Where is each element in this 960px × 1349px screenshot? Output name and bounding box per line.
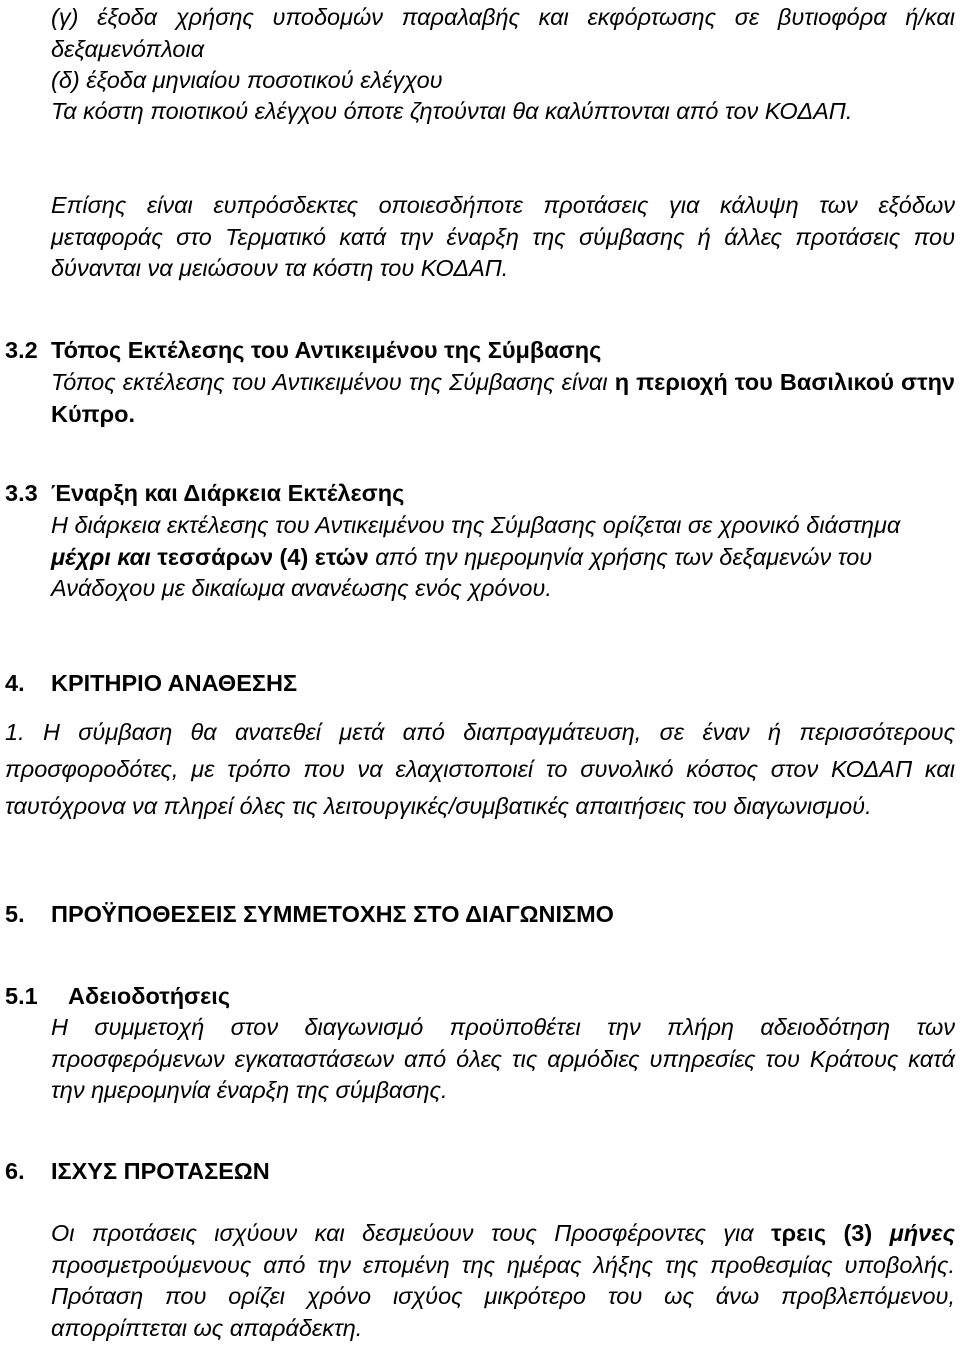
section-4-title: ΚΡΙΤΗΡΙΟ ΑΝΑΘΕΣΗΣ — [51, 670, 298, 696]
section-3-3-number: 3.3 — [5, 480, 38, 506]
section-3-3-text-part1: Η διάρκεια εκτέλεσης του Αντικειμένου της Σύμβασης ορίζεται σε χρονικό διάστημα — [51, 512, 901, 538]
section-4-item-text: Η σύμβαση θα ανατεθεί μετά από διαπραγμάτευση, σε έναν ή περισσότερους προσφοροδότες, με τρόπο που να ελαχιστοποιεί το συνολικό κόστος στον ΚΟΔΑΠ και ταυτόχρονα να πληρεί όλες τις λειτουργικές/συμβατικές απαιτήσεις του διαγωνισμού. — [5, 719, 956, 819]
list-item-d — [51, 65, 955, 97]
section-5-1-number: 5.1 — [5, 983, 38, 1009]
proposals-paragraph — [51, 190, 955, 285]
section-3-2-title: Τόπος Εκτέλεσης του Αντικειμένου της Σύμβασης — [51, 337, 602, 363]
section-6-heading — [5, 1156, 270, 1188]
list-item-d-text: (δ) έξοδα μηνιαίου ποσοτικού ελέγχου — [51, 67, 443, 93]
section-3-3-body — [51, 510, 955, 605]
section-5-1-body — [51, 1012, 955, 1107]
section-4-heading — [5, 668, 297, 700]
section-6-number: 6. — [5, 1158, 25, 1184]
section-5-1-title: Αδειοδοτήσεις — [68, 983, 231, 1009]
section-4-item — [5, 714, 955, 825]
section-6-text-bold: τρεις (3) — [771, 1220, 873, 1246]
section-5-heading — [5, 899, 614, 931]
section-6-text-bold-italic: μήνες — [889, 1220, 956, 1246]
section-3-3-text-bold-italic: μέχρι και — [51, 543, 151, 570]
section-4-number: 4. — [5, 670, 25, 696]
section-4-item-number: 1. — [5, 719, 25, 745]
section-3-2-body — [51, 367, 955, 430]
section-5-title: ΠΡΟΫΠΟΘΕΣΕΙΣ ΣΥΜΜΕΤΟΧΗΣ ΣΤΟ ΔΙΑΓΩΝΙΣΜΟ — [51, 901, 614, 927]
section-3-2-heading — [5, 335, 601, 367]
section-6-title: ΙΣΧΥΣ ΠΡΟΤΑΣΕΩΝ — [51, 1158, 270, 1184]
section-5-1-text: Η συμμετοχή στον διαγωνισμό προϋποθέτει την πλήρη αδειοδότηση των προσφερόμενων εγκαταστάσεων από όλες τις αρμόδιες υπηρεσίες του Κράτους κατά την ημερομηνία έναρξη της σύμβασης. — [51, 1014, 955, 1103]
section-3-3-title: Έναρξη και Διάρκεια Εκτέλεσης — [51, 480, 405, 506]
list-item-g-text: (γ) έξοδα χρήσης υποδομών παραλαβής και εκφόρτωσης σε βυτιοφόρα ή/και δεξαμενόπλοια — [51, 4, 955, 62]
section-5-number: 5. — [5, 901, 25, 927]
proposals-text: Επίσης είναι ευπρόσδεκτες οποιεσδήποτε προτάσεις για κάλυψη των εξόδων μεταφοράς στο Τερματικό κατά την έναρξη της σύμβασης ή άλλες προτάσεις που δύνανται να μειώσουν τα κόστη του ΚΟΔΑΠ. — [51, 192, 955, 281]
section-3-2-text: Τόπος εκτέλεσης του Αντικειμένου της Σύμβασης είναι — [51, 369, 608, 395]
section-3-2-number: 3.2 — [5, 337, 38, 363]
quality-cost-text: Τα κόστη ποιοτικού ελέγχου όποτε ζητούνται θα καλύπτονται από τον ΚΟΔΑΠ. — [51, 98, 853, 124]
section-6-body — [51, 1218, 955, 1344]
section-3-3-text-bold: τεσσάρων (4) ετών — [157, 543, 369, 570]
section-6-text-part1: Οι προτάσεις ισχύουν και δεσμεύουν τους Προσφέροντες για — [51, 1220, 754, 1246]
section-3-2-text-bold: η περιοχή του Βασιλικού στην Κύπρο. — [51, 369, 956, 427]
section-6-text-part2: προσμετρούμενους από την επομένη της ημέρας λήξης της προθεσμίας υποβολής. Πρόταση που ορίζει χρόνο ισχύος μικρότερο του ως άνω προβλεπόμενου, απορρίπτεται ως απαράδεκτη. — [51, 1251, 955, 1341]
section-3-3-heading — [5, 478, 404, 510]
quality-cost-paragraph — [51, 96, 955, 128]
section-3-3-text-part2: από την ημερομηνία χρήσης των δεξαμενών του Ανάδοχου με δικαίωμα ανανέωσης ενός χρόνου. — [51, 543, 873, 601]
section-5-1-heading — [5, 981, 230, 1013]
list-item-g — [51, 2, 955, 65]
